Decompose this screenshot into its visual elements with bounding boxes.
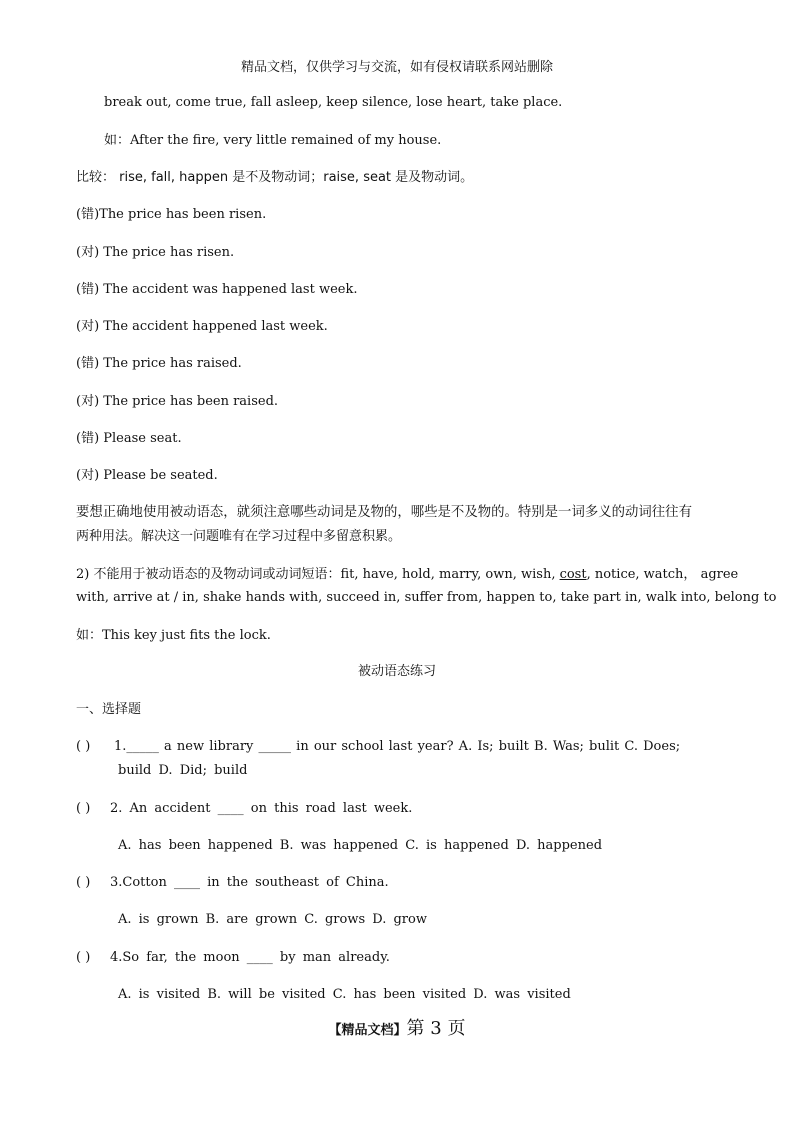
wrong-example: (错) The accident was happened last week. [76,282,358,297]
answer-blank: ( ) [76,801,91,816]
exercise-title: 被动语态练习 [357,664,436,679]
verb-phrase-list: break out, come true, fall asleep, keep silence, lose heart, take place. [104,95,563,110]
question-3: 3.Cotton ____ in the southeast of China. [110,875,389,890]
non-passive-verbs-text: , notice, watch， agree [586,567,739,582]
question-3-options: A. is grown B. are grown C. grows D. grow [118,912,427,927]
correct-example: (对) The price has risen. [76,245,235,260]
question-2-options: A. has been happened B. was happened C. is happened D. happened [118,838,603,853]
question-4: 4.So far, the moon ____ by man already. [110,950,390,965]
non-passive-verbs-line2: with, arrive at / in, shake hands with, succeed in, suffer from, happen to, take part in, walk into, belong to [76,590,777,605]
correct-example: (对) The accident happened last week. [76,319,328,334]
section-title: 一、选择题 [76,702,142,717]
correct-example: (对) The price has been raised. [76,394,279,409]
usage-note-line2: 两种用法。解决这一问题唯有在学习过程中多留意积累。 [76,529,402,544]
example-sentence: 如：This key just fits the lock. [76,628,271,643]
question-2: 2. An accident ____ on this road last week. [110,801,413,816]
footer-tag: 【精品文档】 [328,1023,407,1038]
wrong-example: (错) Please seat. [76,431,182,446]
question-4-options: A. is visited B. will be visited C. has been visited D. was visited [118,987,571,1002]
answer-blank: ( ) [76,875,91,890]
non-passive-verbs-text: 2) 不能用于被动语态的及物动词或动词短语：fit, have, hold, marry, own, wish, [76,567,560,582]
page-number: 第 3 页 [406,1018,466,1039]
wrong-example: (错)The price has been risen. [76,207,267,222]
non-passive-verbs-line1 [76,567,738,583]
wrong-example: (错) The price has raised. [76,356,242,371]
page-header: 精品文档，仅供学习与交流，如有侵权请联系网站删除 [240,60,553,75]
example-sentence: 如：After the fire, very little remained of my house. [104,133,442,148]
question-1-continued: build D. Did; build [118,763,248,778]
question-1: 1._____ a new library _____ in our school last year? A. Is; built B. Was; bulit C. Does; [114,739,681,754]
page-footer [0,1018,794,1042]
usage-note-line1: 要想正确地使用被动语态，就须注意哪些动词是及物的，哪些是不及物的。特别是一词多义的动词往往有 [76,505,692,520]
comparison-note: 比较： rise, fall, happen 是不及物动词；raise, seat 是及物动词。 [76,170,474,185]
underlined-word: cost [559,567,587,582]
answer-blank: ( ) [76,739,91,754]
answer-blank: ( ) [76,950,91,965]
correct-example: (对) Please be seated. [76,468,218,483]
